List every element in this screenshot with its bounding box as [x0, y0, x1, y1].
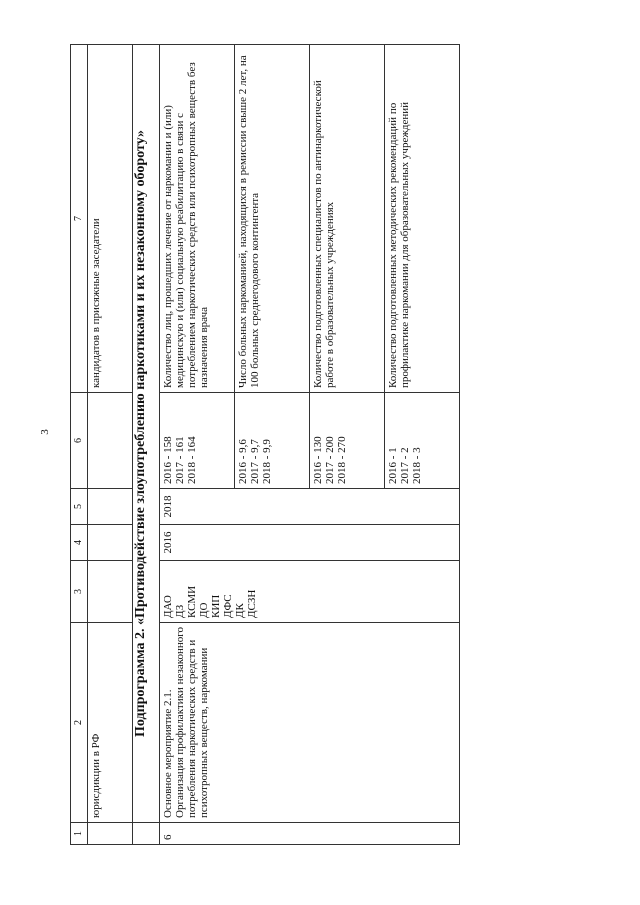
indicator-text: Количество подготовленных специалистов по антинаркотической работе в образовательных учреждениях [310, 45, 385, 393]
subprogram-title: Подпрограмма 2. «Противодействие злоупотреблению наркотиками и их незаконному обороту» [133, 45, 160, 823]
end-year: 2018 [160, 489, 460, 525]
header-cell-2: 2 [71, 623, 88, 823]
table-row [88, 45, 133, 845]
indicator-text: Число больных наркоманией, находящихся в ремиссии свыше 2 лет, на 100 больных среднегодового контингента [235, 45, 310, 393]
indicator-text: Количество лиц, прошедших лечение от наркомании и (или) медицинскую и (или) социальную реабилитацию в связи с потреблением наркотических средств или психотропных веществ без назначения врача [160, 45, 235, 393]
indicator-values: 2016 - 158 2017 - 161 2018 - 164 [160, 393, 235, 489]
indicator-values: 2016 - 1 2017 - 2 2018 - 3 [385, 393, 460, 489]
header-cell-6: 6 [71, 393, 88, 489]
header-cell-7: 7 [71, 45, 88, 393]
header-cell-1: 1 [71, 823, 88, 845]
indicator-values: 2016 - 9,6 2017 - 9,7 2018 - 9,9 [235, 393, 310, 489]
page-number: 3 [38, 429, 51, 435]
indicator-values: 2016 - 130 2017 - 200 2018 - 270 [310, 393, 385, 489]
subprogram-row [133, 45, 160, 845]
jurors-text: кандидатов в присяжные заседатели [88, 45, 133, 393]
indicator-text: Количество подготовленных методических рекомендаций по профилактике наркомании для образовательных учреждений [385, 45, 460, 393]
rotated-table-wrapper [70, 45, 600, 845]
header-row [71, 45, 88, 845]
row-number: 6 [160, 823, 460, 845]
program-table [70, 44, 460, 845]
header-cell-5: 5 [71, 489, 88, 525]
executors-list: ДАО ДЗ КСМИ ДО КИП ДФС ДК ДСЗН [160, 561, 460, 623]
activity-text: Основное мероприятие 2.1. Организация профилактики незаконного потребления наркотических средств и психотропных веществ, наркомании [160, 623, 460, 823]
header-cell-3: 3 [71, 561, 88, 623]
table-row [160, 45, 235, 845]
start-year: 2016 [160, 525, 460, 561]
jurisdiction-text: юрисдикции в РФ [88, 623, 133, 823]
header-cell-4: 4 [71, 525, 88, 561]
